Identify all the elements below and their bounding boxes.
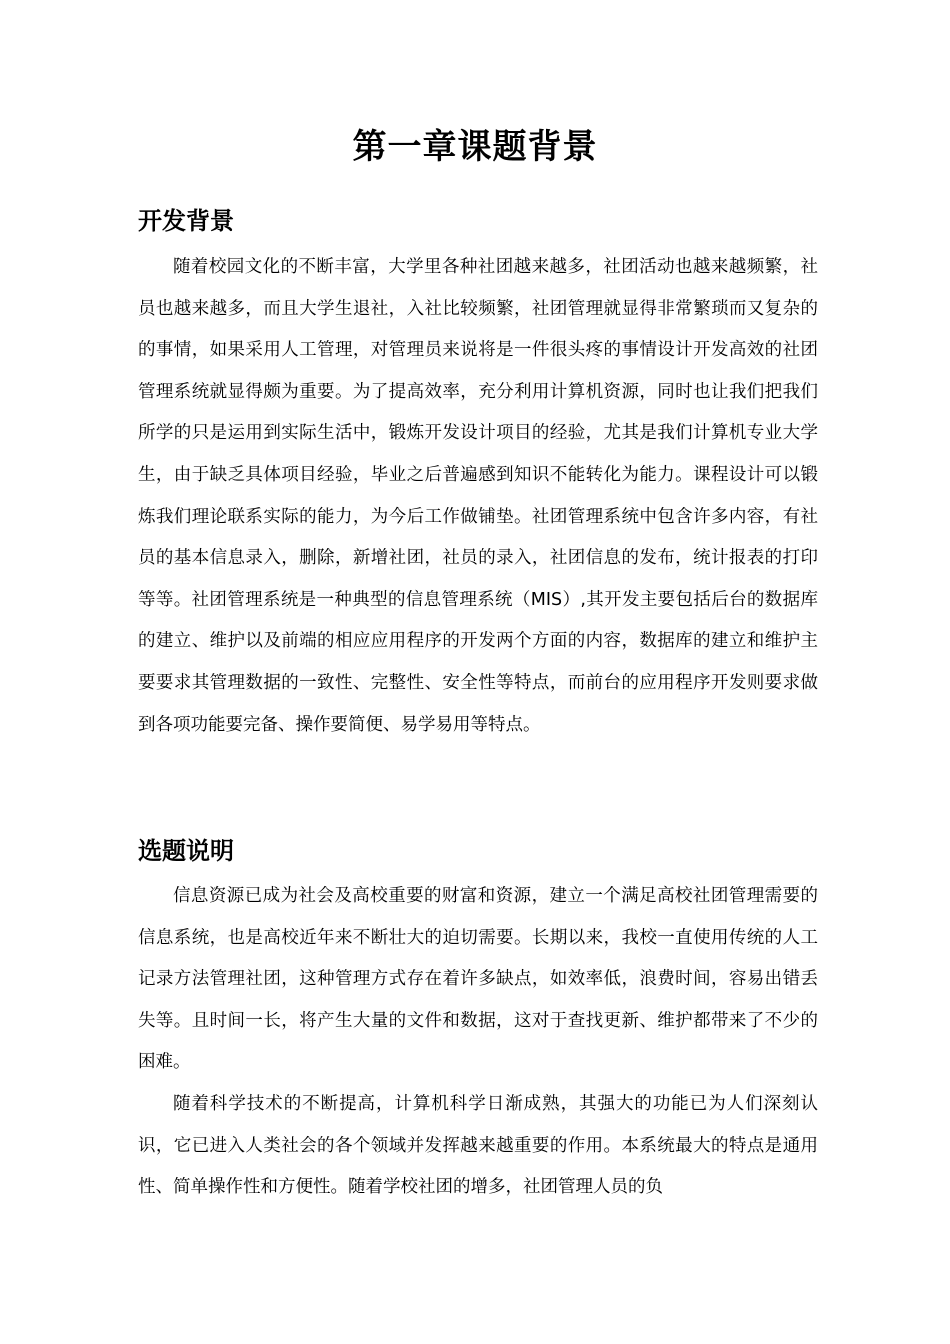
section-heading-topic-description: 选题说明 [138,836,234,865]
body-paragraph: 随着校园文化的不断丰富，大学里各种社团越来越多，社团活动也越来越频繁，社员也越来越多，而且大学生退社，入社比较频繁，社团管理就显得非常繁琐而又复杂的的事情，如果采用人工管理，对管理员来说将是一件很头疼的事情设计开发高效的社团管理系统就显得颇为重要。为了提高效率，充分利用计算机资源，同时也让我们把我们所学的只是运用到实际生活中，锻炼开发设计项目的经验，尤其是我们计算机专业大学生，由于缺乏具体项目经验，毕业之后普遍感到知识不能转化为能力。课程设计可以锻炼我们理论联系实际的能力，为今后工作做铺垫。社团管理系统中包含许多内容，有社员的基本信息录入，删除，新增社团，社员的录入，社团信息的发布，统计报表的打印等等。社团管理系统是一种典型的信息管理系统（MIS）,其开发主要包括后台的数据库的建立、维护以及前端的相应应用程序的开发两个方面的内容，数据库的建立和维护主要要求其管理数据的一致性、完整性、安全性等特点，而前台的应用程序开发则要求做到各项功能要完备、操作要简便、易学易用等特点。 [138,257,818,735]
section-heading-development-background: 开发背景 [138,206,234,235]
body-paragraph: 随着科学技术的不断提高，计算机科学日渐成熟，其强大的功能已为人们深刻认识，它已进入人类社会的各个领域并发挥越来越重要的作用。本系统最大的特点是通用性、简单操作性和方便性。随着学校社团的增多，社团管理人员的负 [138,1093,818,1198]
section-body-topic-description [138,876,818,1209]
body-paragraph: 信息资源已成为社会及高校重要的财富和资源，建立一个满足高校社团管理需要的信息系统，也是高校近年来不断壮大的迫切需要。长期以来，我校一直使用传统的人工记录方法管理社团，这种管理方式存在着许多缺点，如效率低，浪费时间，容易出错丢失等。且时间一长，将产生大量的文件和数据，这对于查找更新、维护都带来了不少的困难。 [138,886,818,1073]
section-body-development-background [138,247,818,746]
chapter-title: 第一章课题背景 [352,126,598,167]
